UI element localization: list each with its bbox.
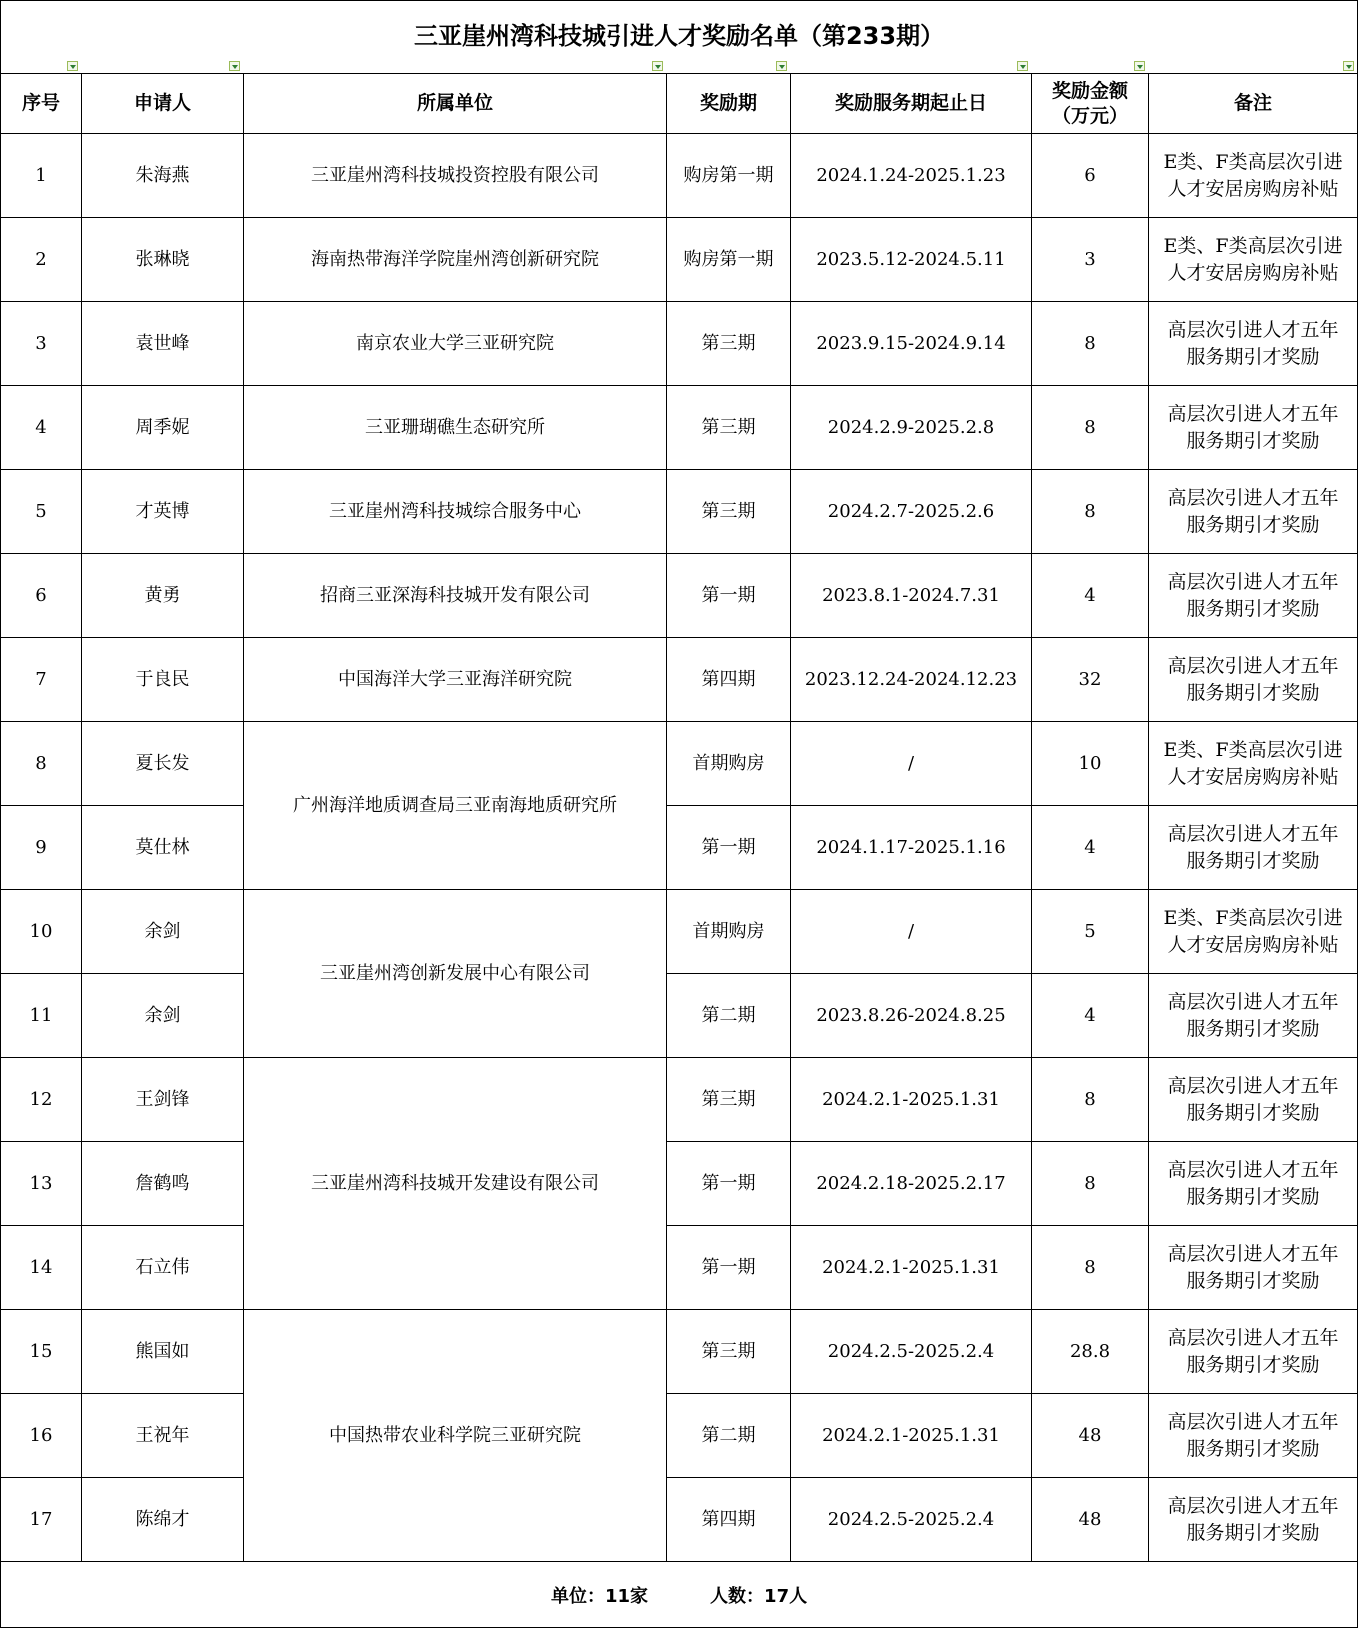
note-line1: 高层次引进人才五年 xyxy=(1167,486,1339,509)
cell-applicant: 余剑 xyxy=(82,890,244,974)
cell-period: 第四期 xyxy=(667,638,791,722)
cell-service: 2024.2.1-2025.1.31 xyxy=(791,1394,1032,1478)
summary-units: 单位：11家 xyxy=(550,1585,649,1607)
cell-note xyxy=(1149,722,1358,806)
note-line2: 人才安居房购房补贴 xyxy=(1167,177,1339,200)
cell-note xyxy=(1149,1478,1358,1562)
cell-seq: 4 xyxy=(1,386,82,470)
filter-dropdown-icon[interactable] xyxy=(776,61,787,71)
table-row xyxy=(1,638,1358,722)
note-line1: 高层次引进人才五年 xyxy=(1167,1326,1339,1349)
cell-seq: 8 xyxy=(1,722,82,806)
table-row xyxy=(1,1058,1358,1142)
note-line2: 服务期引才奖励 xyxy=(1186,1521,1320,1544)
note-line1: 高层次引进人才五年 xyxy=(1167,654,1339,677)
cell-note xyxy=(1149,386,1358,470)
cell-applicant: 张琳晓 xyxy=(82,218,244,302)
note-line1: E类、F类高层次引进 xyxy=(1163,234,1343,257)
cell-amount: 4 xyxy=(1032,806,1149,890)
cell-seq: 14 xyxy=(1,1226,82,1310)
cell-period: 第三期 xyxy=(667,1310,791,1394)
filter-dropdown-icon[interactable] xyxy=(652,61,663,71)
cell-service: 2023.8.1-2024.7.31 xyxy=(791,554,1032,638)
cell-unit-merged: 中国热带农业科学院三亚研究院 xyxy=(244,1310,667,1562)
cell-service: 2023.9.15-2024.9.14 xyxy=(791,302,1032,386)
cell-unit: 招商三亚深海科技城开发有限公司 xyxy=(244,554,667,638)
cell-unit-merged: 三亚崖州湾创新发展中心有限公司 xyxy=(244,890,667,1058)
cell-seq: 5 xyxy=(1,470,82,554)
cell-service: / xyxy=(791,722,1032,806)
cell-amount: 8 xyxy=(1032,1142,1149,1226)
cell-applicant: 莫仕林 xyxy=(82,806,244,890)
cell-period: 第一期 xyxy=(667,1226,791,1310)
cell-unit: 三亚崖州湾科技城综合服务中心 xyxy=(244,470,667,554)
cell-service: 2024.2.5-2025.2.4 xyxy=(791,1478,1032,1562)
footer-row xyxy=(1,1562,1358,1628)
cell-applicant: 王祝年 xyxy=(82,1394,244,1478)
cell-seq: 10 xyxy=(1,890,82,974)
note-line2: 服务期引才奖励 xyxy=(1186,1437,1320,1460)
cell-applicant: 周季妮 xyxy=(82,386,244,470)
note-line1: 高层次引进人才五年 xyxy=(1167,1074,1339,1097)
cell-period: 第四期 xyxy=(667,1478,791,1562)
cell-seq: 13 xyxy=(1,1142,82,1226)
cell-unit: 三亚珊瑚礁生态研究所 xyxy=(244,386,667,470)
cell-amount: 48 xyxy=(1032,1478,1149,1562)
cell-amount: 8 xyxy=(1032,1226,1149,1310)
cell-amount: 5 xyxy=(1032,890,1149,974)
cell-service: / xyxy=(791,890,1032,974)
cell-period: 第三期 xyxy=(667,470,791,554)
cell-seq: 6 xyxy=(1,554,82,638)
cell-note xyxy=(1149,134,1358,218)
cell-period: 第一期 xyxy=(667,554,791,638)
header-seq: 序号 xyxy=(1,74,82,134)
note-line2: 服务期引才奖励 xyxy=(1186,1101,1320,1124)
cell-applicant: 詹鹤鸣 xyxy=(82,1142,244,1226)
header-service: 奖励服务期起止日 xyxy=(791,74,1032,134)
table-row xyxy=(1,386,1358,470)
cell-seq: 7 xyxy=(1,638,82,722)
cell-period: 第一期 xyxy=(667,806,791,890)
page-title: 三亚崖州湾科技城引进人才奖励名单（第233期） xyxy=(413,21,945,50)
cell-note xyxy=(1149,470,1358,554)
cell-seq: 15 xyxy=(1,1310,82,1394)
cell-period: 首期购房 xyxy=(667,890,791,974)
table-row xyxy=(1,722,1358,806)
note-line2: 人才安居房购房补贴 xyxy=(1167,765,1339,788)
cell-note xyxy=(1149,890,1358,974)
table-row xyxy=(1,1310,1358,1394)
cell-applicant: 王剑锋 xyxy=(82,1058,244,1142)
cell-unit-merged: 广州海洋地质调查局三亚南海地质研究所 xyxy=(244,722,667,890)
cell-note xyxy=(1149,1058,1358,1142)
header-unit: 所属单位 xyxy=(244,74,667,134)
note-line1: 高层次引进人才五年 xyxy=(1167,570,1339,593)
filter-dropdown-icon[interactable] xyxy=(1343,61,1354,71)
table-row xyxy=(1,1394,1358,1478)
cell-note xyxy=(1149,1142,1358,1226)
cell-unit: 三亚崖州湾科技城投资控股有限公司 xyxy=(244,134,667,218)
cell-note xyxy=(1149,218,1358,302)
cell-note xyxy=(1149,302,1358,386)
cell-period: 购房第一期 xyxy=(667,218,791,302)
note-line1: 高层次引进人才五年 xyxy=(1167,1494,1339,1517)
title-row xyxy=(1,1,1358,74)
cell-note xyxy=(1149,554,1358,638)
table-row xyxy=(1,1226,1358,1310)
cell-seq: 1 xyxy=(1,134,82,218)
note-line1: 高层次引进人才五年 xyxy=(1167,402,1339,425)
cell-seq: 11 xyxy=(1,974,82,1058)
note-line2: 服务期引才奖励 xyxy=(1186,513,1320,536)
cell-amount: 8 xyxy=(1032,1058,1149,1142)
note-line1: 高层次引进人才五年 xyxy=(1167,318,1339,341)
cell-service: 2023.12.24-2024.12.23 xyxy=(791,638,1032,722)
filter-dropdown-icon[interactable] xyxy=(1017,61,1028,71)
note-line2: 服务期引才奖励 xyxy=(1186,1353,1320,1376)
table-row xyxy=(1,1142,1358,1226)
header-note: 备注 xyxy=(1149,74,1358,134)
table-row xyxy=(1,806,1358,890)
summary-cell xyxy=(1,1562,1358,1628)
cell-amount: 48 xyxy=(1032,1394,1149,1478)
cell-amount: 3 xyxy=(1032,218,1149,302)
cell-applicant: 于良民 xyxy=(82,638,244,722)
table-row xyxy=(1,134,1358,218)
cell-applicant: 袁世峰 xyxy=(82,302,244,386)
cell-amount: 4 xyxy=(1032,554,1149,638)
note-line1: 高层次引进人才五年 xyxy=(1167,822,1339,845)
cell-amount: 8 xyxy=(1032,302,1149,386)
table-row xyxy=(1,1478,1358,1562)
note-line2: 服务期引才奖励 xyxy=(1186,345,1320,368)
note-line2: 人才安居房购房补贴 xyxy=(1167,261,1339,284)
cell-seq: 12 xyxy=(1,1058,82,1142)
cell-service: 2024.1.17-2025.1.16 xyxy=(791,806,1032,890)
note-line2: 服务期引才奖励 xyxy=(1186,1017,1320,1040)
header-applicant: 申请人 xyxy=(82,74,244,134)
cell-seq: 2 xyxy=(1,218,82,302)
cell-seq: 3 xyxy=(1,302,82,386)
cell-applicant: 黄勇 xyxy=(82,554,244,638)
header-amount xyxy=(1032,74,1149,134)
cell-applicant: 才英博 xyxy=(82,470,244,554)
cell-seq: 17 xyxy=(1,1478,82,1562)
cell-service: 2024.2.7-2025.2.6 xyxy=(791,470,1032,554)
cell-service: 2023.8.26-2024.8.25 xyxy=(791,974,1032,1058)
cell-service: 2024.2.9-2025.2.8 xyxy=(791,386,1032,470)
cell-amount: 10 xyxy=(1032,722,1149,806)
header-period: 奖励期 xyxy=(667,74,791,134)
cell-note xyxy=(1149,1226,1358,1310)
table-row xyxy=(1,890,1358,974)
note-line1: 高层次引进人才五年 xyxy=(1167,1410,1339,1433)
cell-applicant: 朱海燕 xyxy=(82,134,244,218)
note-line2: 服务期引才奖励 xyxy=(1186,849,1320,872)
note-line1: 高层次引进人才五年 xyxy=(1167,1242,1339,1265)
cell-applicant: 余剑 xyxy=(82,974,244,1058)
cell-period: 第一期 xyxy=(667,1142,791,1226)
note-line2: 服务期引才奖励 xyxy=(1186,1185,1320,1208)
cell-applicant: 陈绵才 xyxy=(82,1478,244,1562)
table-row xyxy=(1,470,1358,554)
cell-applicant: 石立伟 xyxy=(82,1226,244,1310)
cell-amount: 6 xyxy=(1032,134,1149,218)
note-line2: 服务期引才奖励 xyxy=(1186,681,1320,704)
header-row xyxy=(1,74,1358,134)
filter-dropdown-icon[interactable] xyxy=(1134,61,1145,71)
cell-service: 2024.2.18-2025.2.17 xyxy=(791,1142,1032,1226)
header-amount-line1: 奖励金额 xyxy=(1051,79,1128,102)
cell-amount: 28.8 xyxy=(1032,1310,1149,1394)
cell-seq: 16 xyxy=(1,1394,82,1478)
cell-period: 购房第一期 xyxy=(667,134,791,218)
note-line2: 服务期引才奖励 xyxy=(1186,597,1320,620)
cell-period: 第三期 xyxy=(667,1058,791,1142)
cell-period: 第三期 xyxy=(667,302,791,386)
cell-amount: 32 xyxy=(1032,638,1149,722)
note-line2: 服务期引才奖励 xyxy=(1186,1269,1320,1292)
cell-note xyxy=(1149,638,1358,722)
cell-service: 2024.2.1-2025.1.31 xyxy=(791,1058,1032,1142)
cell-unit: 海南热带海洋学院崖州湾创新研究院 xyxy=(244,218,667,302)
table-row xyxy=(1,218,1358,302)
filter-dropdown-icon[interactable] xyxy=(229,61,240,71)
cell-service: 2023.5.12-2024.5.11 xyxy=(791,218,1032,302)
header-amount-line2: （万元） xyxy=(1051,104,1128,127)
cell-amount: 8 xyxy=(1032,470,1149,554)
note-line1: 高层次引进人才五年 xyxy=(1167,990,1339,1013)
cell-period: 第二期 xyxy=(667,1394,791,1478)
cell-seq: 9 xyxy=(1,806,82,890)
cell-unit: 中国海洋大学三亚海洋研究院 xyxy=(244,638,667,722)
cell-applicant: 熊国如 xyxy=(82,1310,244,1394)
cell-note xyxy=(1149,974,1358,1058)
filter-dropdown-icon[interactable] xyxy=(67,61,78,71)
cell-period: 第三期 xyxy=(667,386,791,470)
note-line1: E类、F类高层次引进 xyxy=(1163,150,1343,173)
title-cell xyxy=(1,1,1358,74)
cell-note xyxy=(1149,1310,1358,1394)
cell-note xyxy=(1149,806,1358,890)
cell-service: 2024.2.1-2025.1.31 xyxy=(791,1226,1032,1310)
note-line2: 人才安居房购房补贴 xyxy=(1167,933,1339,956)
note-line1: 高层次引进人才五年 xyxy=(1167,1158,1339,1181)
cell-service: 2024.1.24-2025.1.23 xyxy=(791,134,1032,218)
note-line1: E类、F类高层次引进 xyxy=(1163,738,1343,761)
cell-period: 第二期 xyxy=(667,974,791,1058)
note-line1: E类、F类高层次引进 xyxy=(1163,906,1343,929)
cell-applicant: 夏长发 xyxy=(82,722,244,806)
table-row xyxy=(1,554,1358,638)
cell-note xyxy=(1149,1394,1358,1478)
cell-amount: 4 xyxy=(1032,974,1149,1058)
cell-unit: 南京农业大学三亚研究院 xyxy=(244,302,667,386)
cell-period: 首期购房 xyxy=(667,722,791,806)
table-row xyxy=(1,974,1358,1058)
summary-people: 人数：17人 xyxy=(710,1585,808,1607)
cell-unit-merged: 三亚崖州湾科技城开发建设有限公司 xyxy=(244,1058,667,1310)
note-line2: 服务期引才奖励 xyxy=(1186,429,1320,452)
cell-service: 2024.2.5-2025.2.4 xyxy=(791,1310,1032,1394)
cell-amount: 8 xyxy=(1032,386,1149,470)
table-row xyxy=(1,302,1358,386)
